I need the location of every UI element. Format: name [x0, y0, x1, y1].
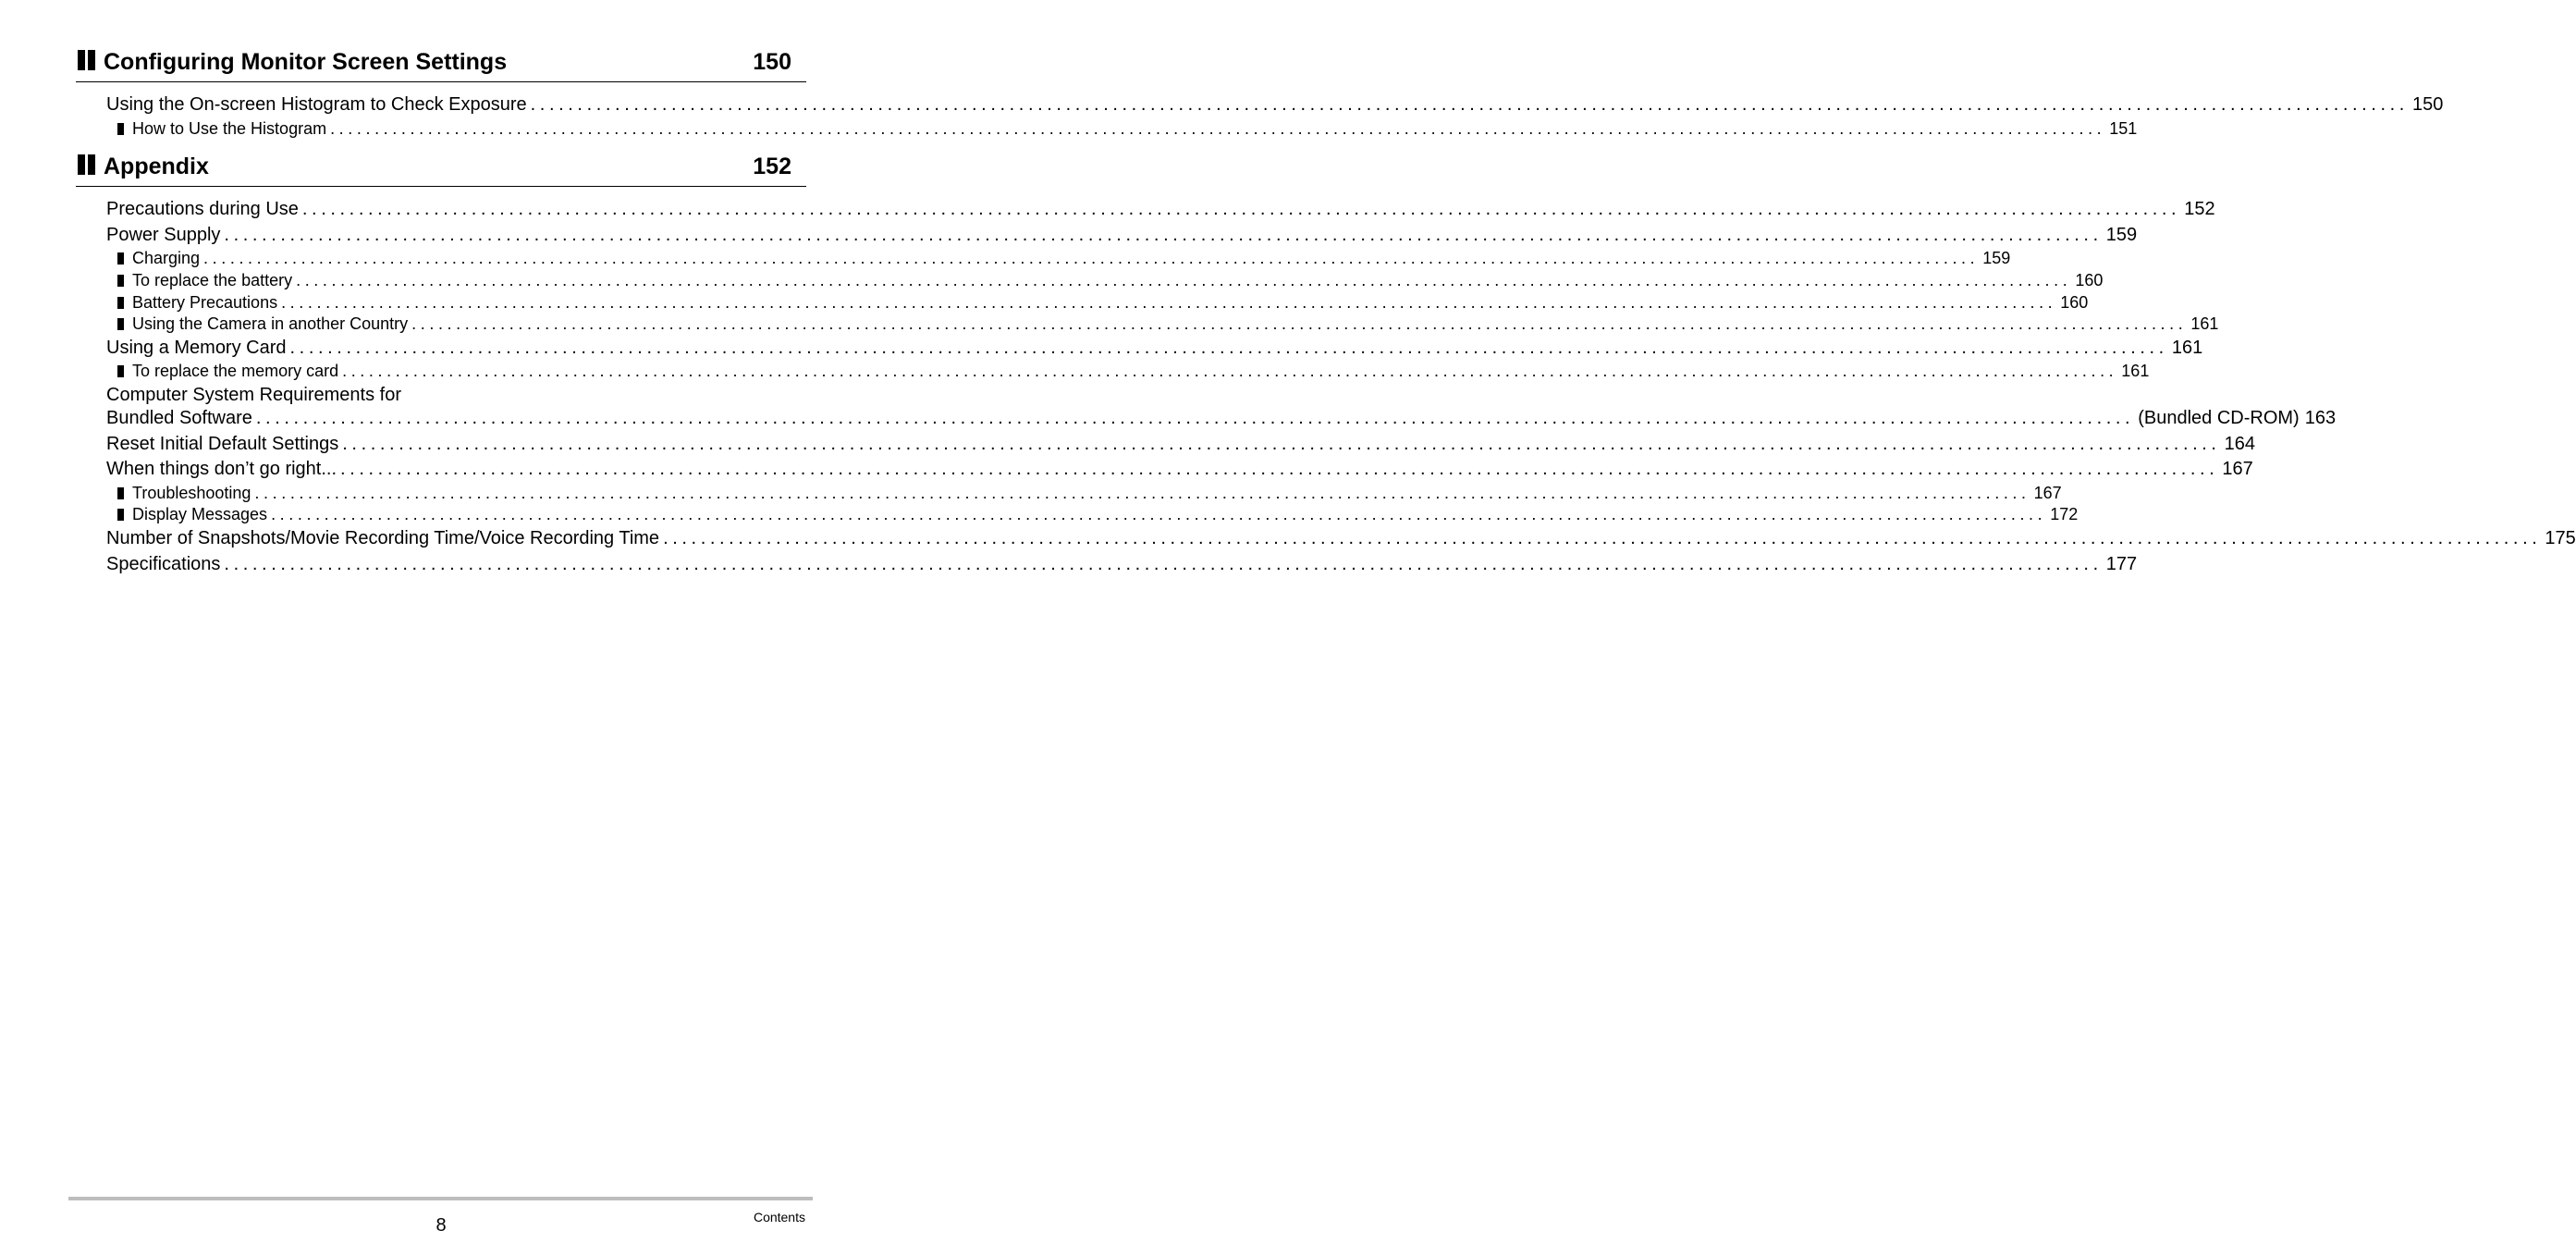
- dot-leader: ........................................................................................................................................................................................................: [530, 94, 2409, 115]
- toc-subentry[interactable]: [106, 292, 2089, 313]
- section-header: [76, 154, 806, 187]
- toc-entry[interactable]: [106, 198, 2215, 220]
- toc-entry-page: 164: [2224, 434, 2255, 454]
- toc-entry-page: 172: [2050, 505, 2079, 523]
- section-marker-icon: [78, 50, 98, 70]
- toc-subentry[interactable]: [106, 118, 2138, 139]
- toc-entry-page: 151: [2109, 119, 2138, 138]
- footer-divider: [68, 1197, 813, 1200]
- toc-entry-title: Number of Snapshots/Movie Recording Time/Voice Recording Time: [106, 528, 660, 548]
- bullet-icon: [117, 123, 124, 135]
- dot-leader: ........................................................................................................................................................................................................: [224, 554, 2103, 574]
- toc-entry-page: 163: [2304, 408, 2337, 428]
- dot-leader: ........................................................................................................................................................................................................: [281, 293, 2057, 312]
- toc-subentry[interactable]: [106, 270, 2104, 290]
- toc-entry-title: Troubleshooting: [132, 484, 251, 502]
- dot-leader: ........................................................................................................................................................................................................: [411, 314, 2188, 333]
- dot-leader: ........................................................................................................................................................................................................: [203, 249, 1980, 267]
- dot-leader: ........................................................................................................................................................................................................: [271, 505, 2047, 523]
- toc-subentry[interactable]: [106, 483, 2062, 503]
- toc-entry-page: 152: [2184, 199, 2215, 219]
- dot-leader: ........................................................................................................................................................................................................: [342, 362, 2118, 380]
- toc-section: [76, 49, 2444, 138]
- section-page-number: 152: [753, 154, 791, 179]
- toc-entry-page: 161: [2171, 338, 2203, 358]
- toc-entry[interactable]: [106, 224, 2138, 246]
- bullet-icon: [117, 252, 124, 265]
- section-page-number: 150: [753, 49, 791, 75]
- toc-entry-page: 159: [1982, 249, 2011, 267]
- toc-entry-title: Using the Camera in another Country: [132, 314, 409, 333]
- bullet-icon: [117, 487, 124, 499]
- toc-entry[interactable]: [106, 458, 2253, 480]
- toc-subentry[interactable]: [106, 504, 2079, 524]
- toc-entry-title: To replace the memory card: [132, 362, 339, 380]
- toc-entry-title: To replace the battery: [132, 271, 293, 289]
- toc-entry-title: Using a Memory Card: [106, 338, 287, 358]
- dot-leader: ........................................................................................................................................................................................................: [663, 528, 2542, 548]
- toc-entry-title: Reset Initial Default Settings: [106, 434, 339, 454]
- toc-entry-page: 150: [2411, 94, 2444, 115]
- toc-entry-page: 160: [2060, 293, 2089, 312]
- toc-entry-title: Using the On-screen Histogram to Check Exposure: [106, 94, 527, 115]
- bullet-icon: [117, 365, 124, 377]
- toc-entry-page: 161: [2190, 314, 2219, 333]
- toc-section: [76, 154, 2576, 574]
- toc-entry-page: 175: [2545, 528, 2576, 548]
- dot-leader: ........................................................................................................................................................................................................: [340, 459, 2219, 479]
- bullet-icon: [117, 297, 124, 309]
- dot-leader: ........................................................................................................................................................................................................: [330, 119, 2106, 138]
- section-header: [76, 50, 806, 82]
- toc-entry-title: Battery Precautions: [132, 293, 278, 312]
- toc-entry-page: 160: [2075, 271, 2104, 289]
- dot-leader: ........................................................................................................................................................................................................: [224, 225, 2103, 245]
- toc-entry-title-line[interactable]: Computer System Requirements for: [106, 385, 402, 405]
- dot-leader: ........................................................................................................................................................................................................: [254, 484, 2030, 502]
- section-title: Appendix: [104, 154, 209, 179]
- toc-entry-title: Power Supply: [106, 225, 221, 245]
- toc-entry-page: 159: [2105, 225, 2138, 245]
- toc-entry[interactable]: [106, 527, 2576, 549]
- dot-leader: ........................................................................................................................................................................................................: [255, 408, 2135, 428]
- toc-entry-page: 167: [2222, 459, 2253, 479]
- toc-entry-title: How to Use the Histogram: [132, 119, 327, 138]
- toc-subentry[interactable]: [106, 314, 2219, 334]
- toc-subentry[interactable]: [106, 361, 2150, 381]
- bullet-icon: [117, 509, 124, 521]
- toc-entry-title: Charging: [132, 249, 201, 267]
- toc-entry-title: Display Messages: [132, 505, 268, 523]
- toc-entry[interactable]: [106, 337, 2203, 359]
- toc-entry-page: 177: [2105, 554, 2138, 574]
- section-marker-icon: [78, 154, 98, 175]
- dot-leader: ........................................................................................................................................................................................................: [301, 199, 2181, 219]
- page-number: 8: [435, 1215, 447, 1236]
- toc-entry-page: 161: [2121, 362, 2150, 380]
- toc-entry[interactable]: [106, 93, 2444, 116]
- bullet-icon: [117, 275, 124, 287]
- dot-leader: ........................................................................................................................................................................................................: [296, 271, 2072, 289]
- toc-entry[interactable]: [106, 433, 2255, 455]
- section-title: Configuring Monitor Screen Settings: [104, 49, 508, 75]
- toc-entry-note: (Bundled CD-ROM): [2138, 408, 2300, 428]
- toc-subentry[interactable]: [106, 248, 2011, 268]
- toc-entry-title: Precautions during Use: [106, 199, 299, 219]
- bullet-icon: [117, 318, 124, 330]
- toc-entry-title: When things don’t go right...: [106, 459, 337, 479]
- dot-leader: ........................................................................................................................................................................................................: [342, 434, 2221, 454]
- toc-entry-title: Bundled Software: [106, 408, 252, 428]
- toc-entry[interactable]: [106, 553, 2138, 575]
- dot-leader: ........................................................................................................................................................................................................: [289, 338, 2168, 358]
- toc-entry[interactable]: [106, 407, 2337, 429]
- toc-entry-page: 167: [2033, 484, 2062, 502]
- footer-label[interactable]: Contents: [753, 1210, 805, 1224]
- toc-entry-title: Specifications: [106, 554, 221, 574]
